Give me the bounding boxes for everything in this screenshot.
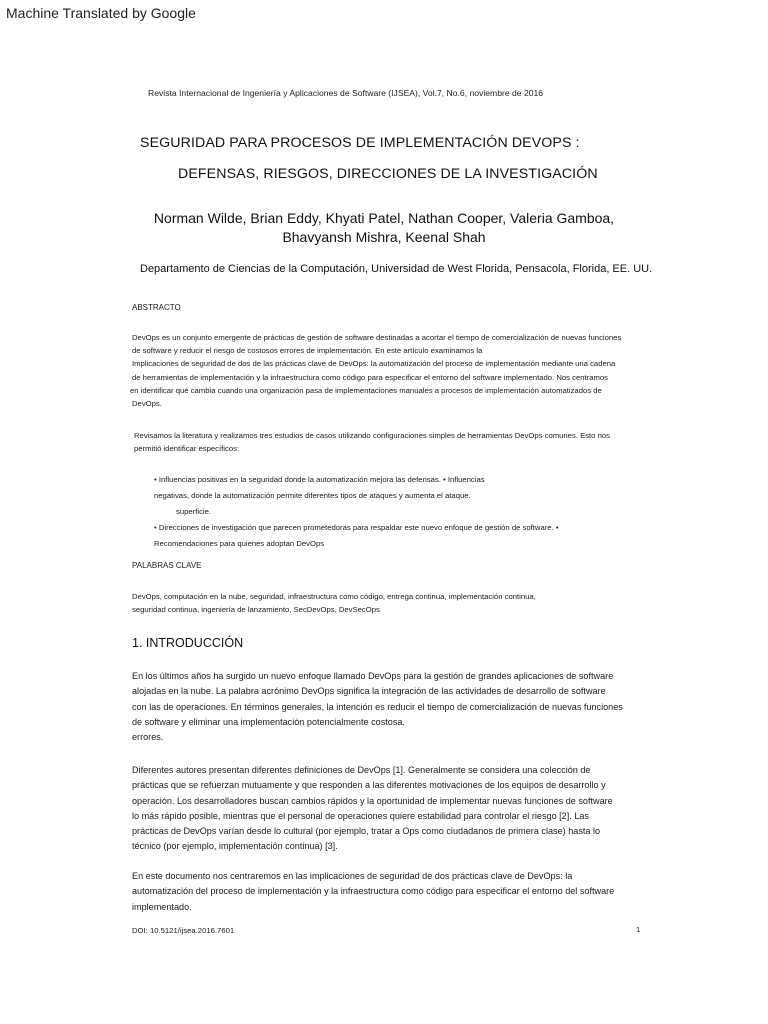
page-number: 1 <box>636 925 641 934</box>
text-line: errores. <box>132 732 164 743</box>
text-line: DevOps es un conjunto emergente de prácticas de gestión de software destinadas a acortar el tiempo de comercialización de nuevas funciones <box>132 333 622 342</box>
text-line: automatización del proceso de implementación y la infraestructura como código para especificar el entorno del software <box>132 886 615 897</box>
section-heading-introduction: 1. INTRODUCCIÓN <box>132 636 244 650</box>
abstract-paragraph-2 <box>134 429 610 455</box>
text-line: operación. Los desarrolladores buscan cambios rápidos y la oportunidad de implementar nuevas funciones de software <box>132 795 613 806</box>
intro-paragraph-2 <box>132 763 613 855</box>
text-line: en identificar qué cambia cuando una organización pasa de implementaciones manuales a procesos de implementación automatizados de <box>130 385 602 395</box>
text-line: Implicaciones de seguridad de dos de las prácticas clave de DevOps: la automatización del proceso de implementación mediante una cadena <box>132 359 616 369</box>
list-item: Recomendaciones para quienes adoptan DevOps <box>154 539 325 548</box>
authors <box>120 209 648 247</box>
keywords-heading: PALABRAS CLAVE <box>132 561 202 570</box>
text-line: de software y reducir el riesgo de costosos errores de implementación. En este artículo examinamos la <box>132 346 483 356</box>
list-item: • Direcciones de investigación que parecen prometedoras para respaldar este nuevo enfoque de gestión de software. • <box>154 523 559 532</box>
authors-line-2: Bhavyansh Mishra, Keenal Shah <box>282 229 486 245</box>
findings-list <box>154 472 559 552</box>
text-line: En este documento nos centraremos en las implicaciones de seguridad de dos prácticas clave de DevOps: la <box>132 871 573 881</box>
text-line: lo más rápido posible, mientras que el personal de operaciones quiere estabilidad para controlar el riesgo [2]. Las <box>132 810 589 821</box>
paper-title-line-2: DEFENSAS, RIESGOS, DIRECCIONES DE LA INVESTIGACIÓN <box>178 166 598 182</box>
text-line: de software y eliminar una implementación potencialmente costosa. <box>132 716 405 727</box>
text-line: técnico (por ejemplo, implementación continua) [3]. <box>132 841 338 852</box>
text-line: Diferentes autores presentan diferentes definiciones de DevOps [1]. Generalmente se considera una colección de <box>132 765 591 775</box>
text-line: implementado. <box>132 901 192 912</box>
abstract-heading: ABSTRACTO <box>132 303 181 312</box>
list-item: negativas, donde la automatización permite diferentes tipos de ataques y aumenta el ataque. <box>154 491 471 500</box>
text-line: seguridad continua, ingeniería de lanzamiento, SecDevOps, DevSecOps <box>132 605 380 615</box>
intro-paragraph-3 <box>132 869 614 915</box>
text-line: alojadas en la nube. La palabra acrónimo DevOps significa la integración de las actividades de desarrollo de software <box>132 686 606 697</box>
list-item: superficie. <box>176 507 212 516</box>
text-line: prácticas de DevOps varían desde lo cultural (por ejemplo, tratar a Ops como ciudadanos de primera clase) hasta lo <box>132 826 601 837</box>
text-line: de herramientas de implementación y la infraestructura como código para especificar el entorno del software implementado. Nos centramos <box>132 372 609 382</box>
text-line: En los últimos años ha surgido un nuevo enfoque llamado DevOps para la gestión de grandes aplicaciones de software <box>132 671 614 681</box>
list-item: • Influencias positivas en la seguridad donde la automatización mejora las defensas. • Influencias <box>154 475 485 484</box>
intro-paragraph-1 <box>132 669 623 745</box>
authors-line-1: Norman Wilde, Brian Eddy, Khyati Patel, Nathan Cooper, Valeria Gamboa, <box>153 210 615 226</box>
journal-header: Revista Internacional de Ingeniería y Aplicaciones de Software (IJSEA), Vol.7, No.6, noviembre de 2016 <box>148 88 544 98</box>
affiliation: Departamento de Ciencias de la Computación, Universidad de West Florida, Pensacola, Florida, EE. UU. <box>140 263 653 275</box>
text-line: DevOps, computación en la nube, seguridad, infraestructura como código, entrega continua, implementación continua, <box>132 592 536 601</box>
text-line: prácticas que se refuerzan mutuamente y que responden a las diferentes motivaciones de los equipos de desarrollo y <box>132 780 606 791</box>
text-line: DevOps. <box>132 399 162 409</box>
text-line: permitió identificar específicos: <box>134 444 240 454</box>
keywords-text <box>132 590 536 616</box>
machine-translation-banner: Machine Translated by Google <box>6 5 196 21</box>
paper-title-line-1: SEGURIDAD PARA PROCESOS DE IMPLEMENTACIÓN DEVOPS : <box>140 135 580 151</box>
doi-footer: DOI: 10.5121/ijsea.2016.7601 <box>132 926 235 935</box>
abstract-paragraph-1 <box>132 331 621 410</box>
text-line: con las de operaciones. En términos generales, la intención es reducir el tiempo de comercialización de nuevas funciones <box>132 701 623 712</box>
text-line: Revisamos la literatura y realizamos tres estudios de casos utilizando configuraciones simples de herramientas DevOps comunes. Esto nos <box>134 431 610 440</box>
